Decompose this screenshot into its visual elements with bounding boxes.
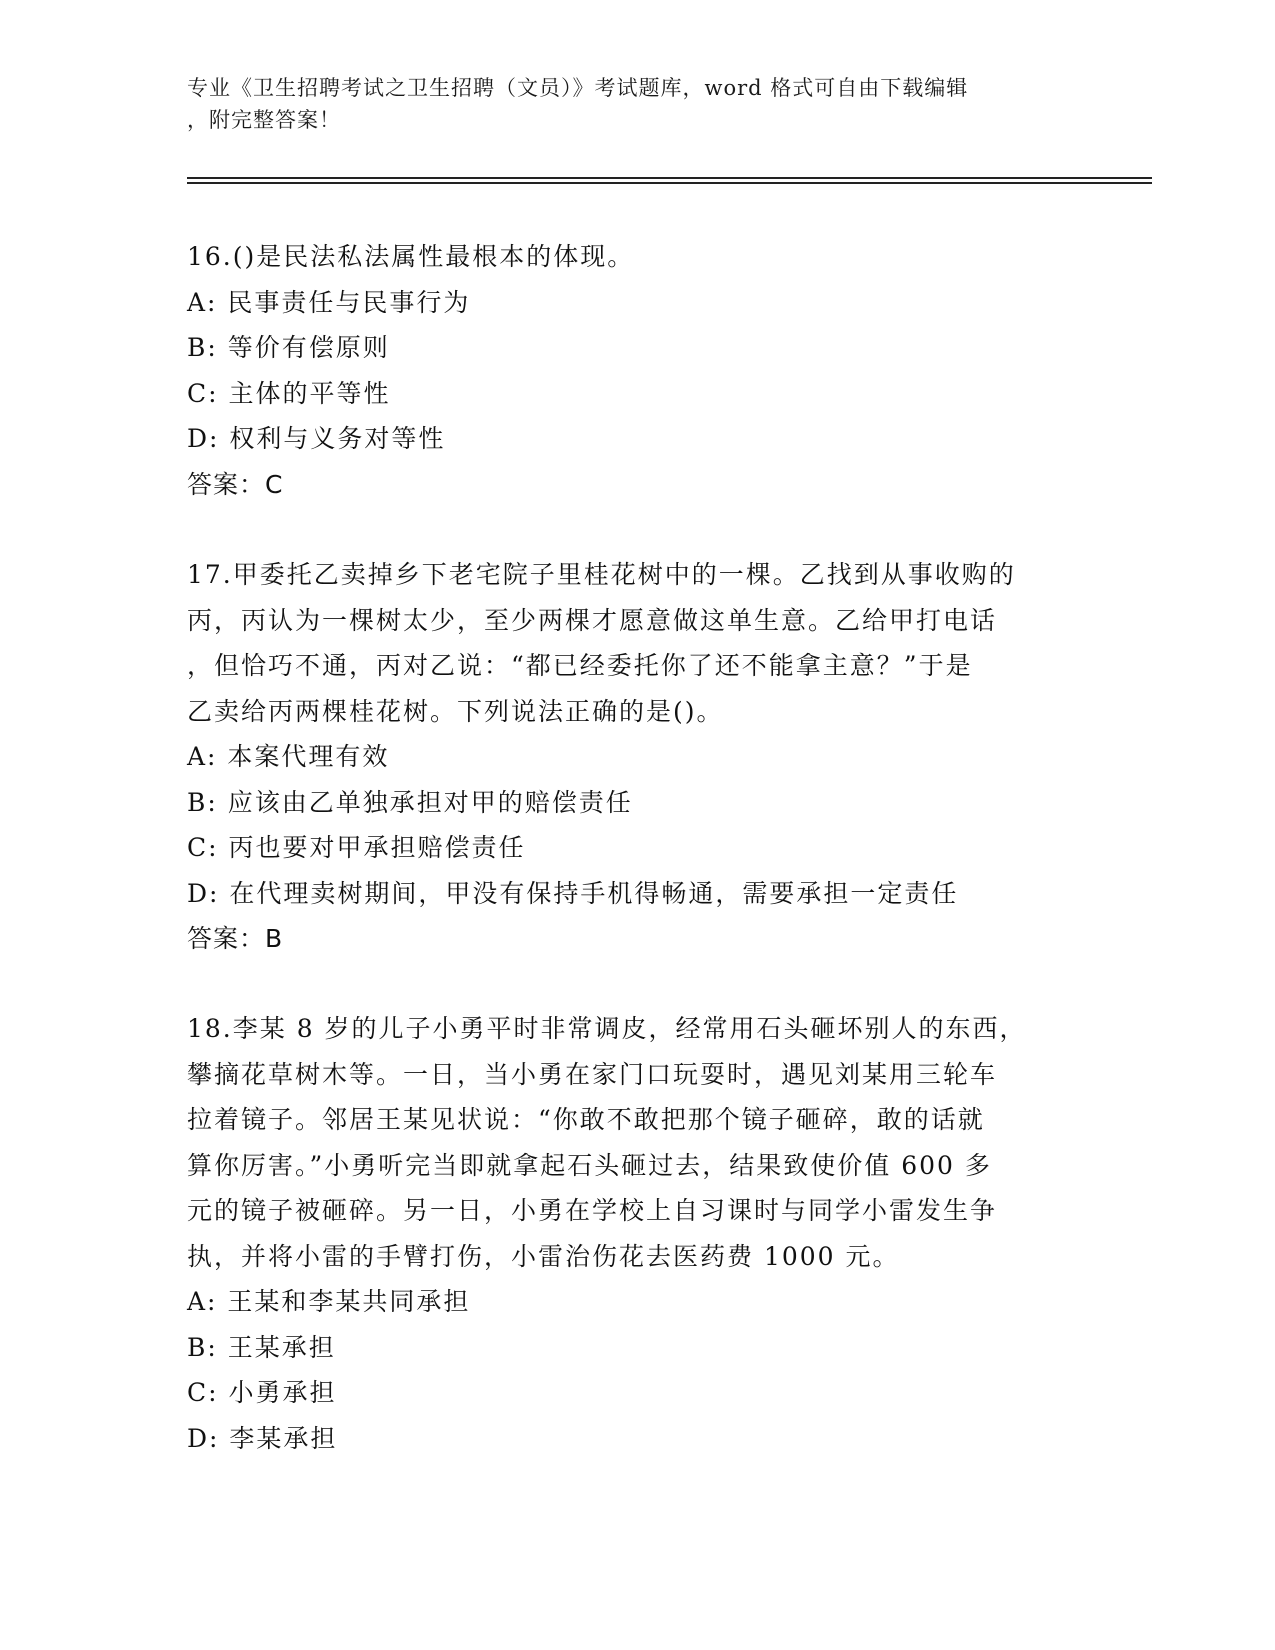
- option-d: D: 在代理卖树期间，甲没有保持手机得畅通，需要承担一定责任: [187, 878, 959, 908]
- stem-line: 执，并将小雷的手臂打伤，小雷治伤花去医药费 1000 元。: [187, 1241, 900, 1271]
- option-b: B: 等价有偿原则: [187, 333, 390, 362]
- question-18: [187, 1006, 1087, 1461]
- answer: 答案：B: [187, 924, 284, 953]
- stem-line: 攀摘花草树木等。一日，当小勇在家门口玩耍时，遇见刘某用三轮车: [187, 1059, 998, 1089]
- stem-line: 元的镜子被砸碎。另一日，小勇在学校上自习课时与同学小雷发生争: [187, 1196, 998, 1225]
- stem-line: 算你厉害。”小勇听完当即就拿起石头砸过去，结果致使价值 600 多: [187, 1150, 992, 1180]
- option-d: D: 权利与义务对等性: [187, 424, 446, 453]
- stem-line: 17.甲委托乙卖掉乡下老宅院子里桂花树中的一棵。乙找到从事收购的: [187, 560, 1016, 589]
- stem-line: 丙，丙认为一棵树太少，至少两棵才愿意做这单生意。乙给甲打电话: [187, 605, 998, 635]
- question-stem: [187, 234, 1087, 280]
- stem-line: 拉着镜子。邻居王某见状说：“你敢不敢把那个镜子砸碎，敢的话就: [187, 1105, 985, 1134]
- question-stem: [187, 552, 1087, 734]
- header-line-1: 专业《卫生招聘考试之卫生招聘（文员）》考试题库，word 格式可自由下载编辑: [187, 76, 969, 100]
- option-c: C: 丙也要对甲承担赔偿责任: [187, 833, 526, 862]
- option-c: C: 主体的平等性: [187, 378, 391, 408]
- stem-line: ，但恰巧不通，丙对乙说：“都已经委托你了还不能拿主意？”于是: [187, 651, 973, 680]
- stem-line: 16.()是民法私法属性最根本的体现。: [187, 242, 635, 271]
- option-d: D: 李某承担: [187, 1423, 338, 1453]
- option-a: A: 王某和李某共同承担: [187, 1287, 471, 1316]
- option-a: A: 民事责任与民事行为: [187, 287, 471, 317]
- question-17: [187, 552, 1087, 962]
- option-b: B: 应该由乙单独承担对甲的赔偿责任: [187, 787, 633, 817]
- question-16: [187, 234, 1087, 507]
- option-a: A: 本案代理有效: [187, 742, 390, 771]
- stem-line: 乙卖给丙两棵桂花树。下列说法正确的是()。: [187, 696, 724, 726]
- answer: 答案：C: [187, 469, 284, 499]
- header-divider-top: [187, 177, 1152, 179]
- option-c: C: 小勇承担: [187, 1378, 337, 1407]
- stem-line: 18.李某 8 岁的儿子小勇平时非常调皮，经常用石头砸坏别人的东西，: [187, 1014, 1027, 1043]
- header-divider-bottom: [187, 182, 1152, 184]
- document-header: [187, 72, 1077, 136]
- question-stem: [187, 1006, 1087, 1279]
- option-b: B: 王某承担: [187, 1332, 336, 1362]
- header-line-2: ，附完整答案！: [187, 108, 341, 132]
